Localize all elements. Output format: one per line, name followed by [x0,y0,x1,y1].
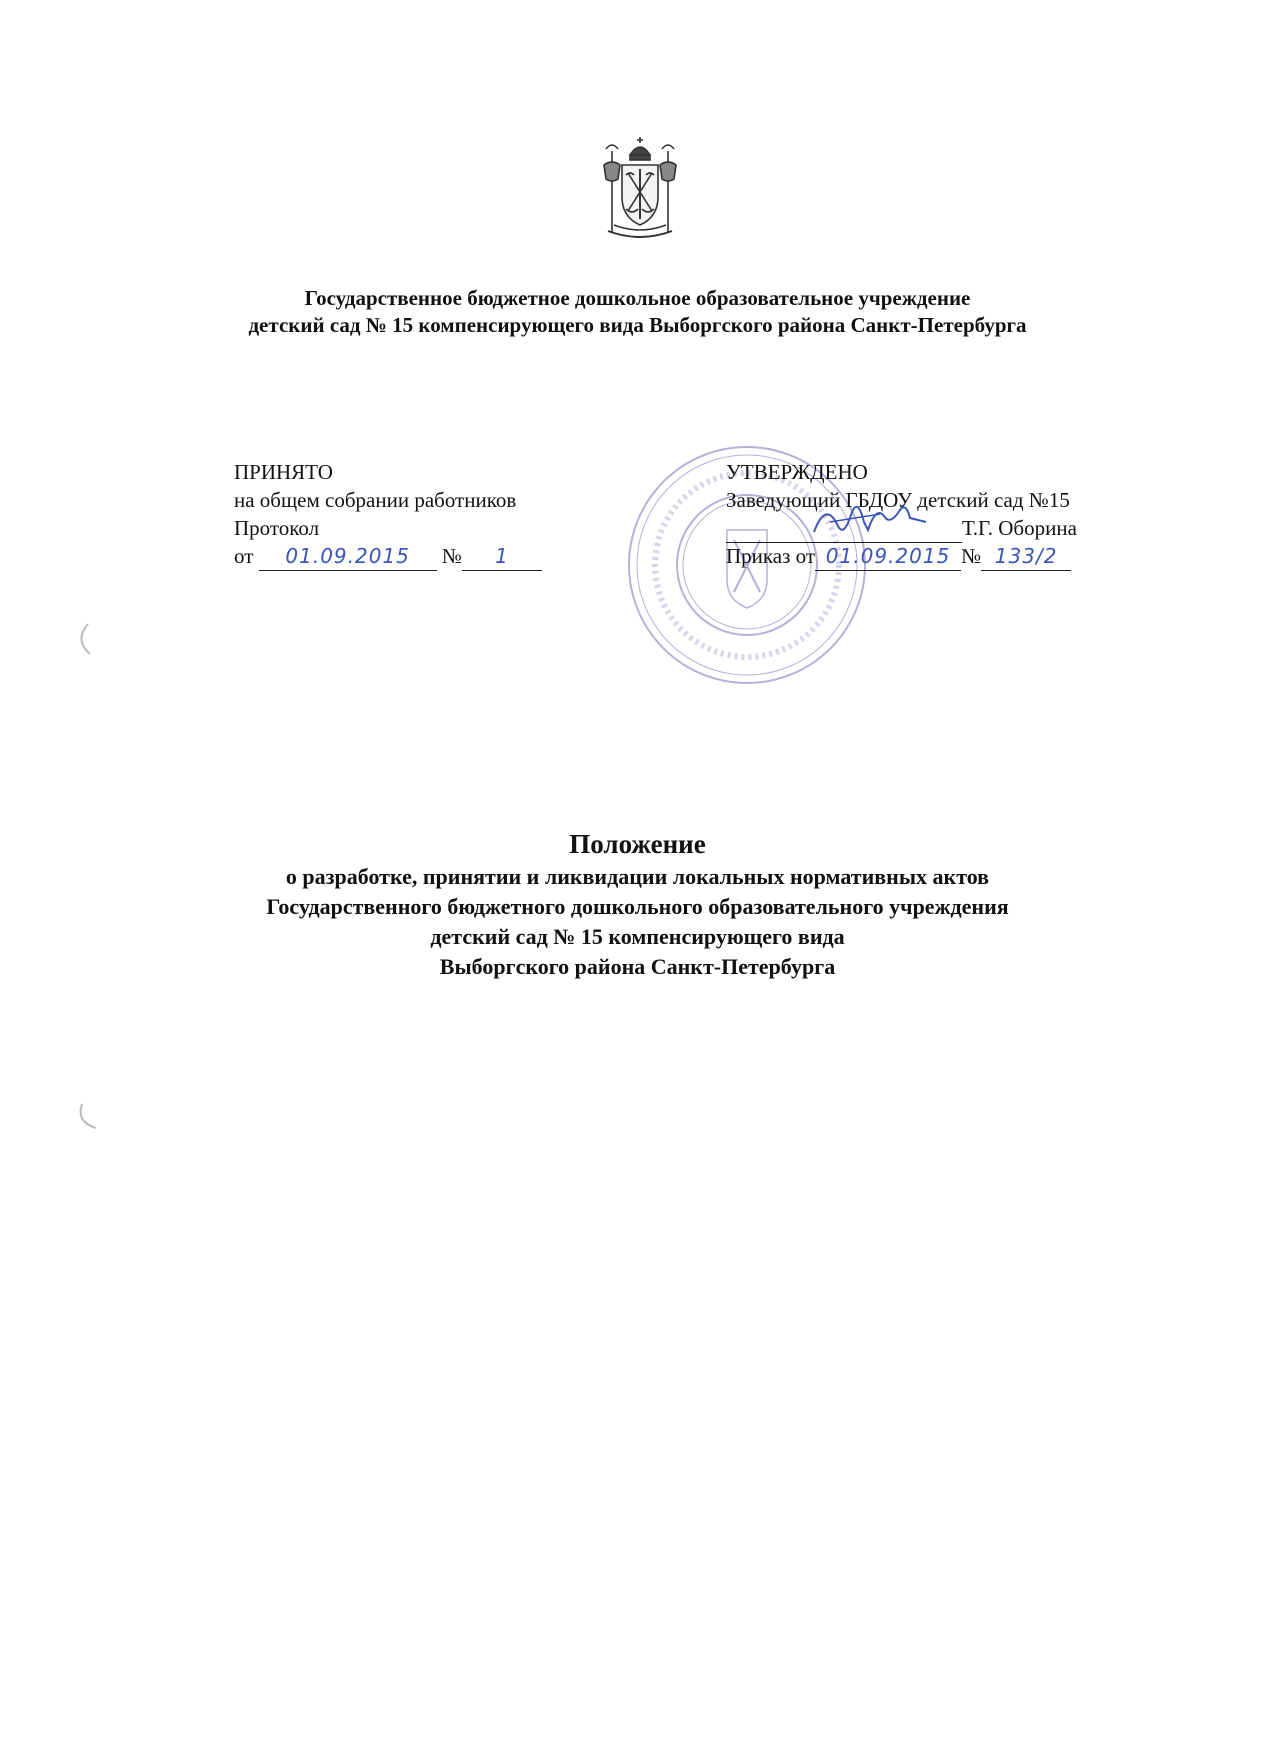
organization-name-line2: детский сад № 15 компенсирующего вида Выборгского района Санкт-Петербурга [248,313,1027,337]
coat-of-arms-icon [600,135,680,245]
signature-icon [810,492,930,542]
document-subtitle-line1: о разработке, принятии и ликвидации локальных нормативных актов [285,864,990,889]
scan-mark-icon [70,1100,110,1140]
approved-date-handwritten: 01.09.2015 [825,544,951,568]
document-subtitle-line2: Государственного бюджетного дошкольного образовательного учреждения [266,894,1009,919]
accepted-date-field [259,542,437,571]
document-title: Положение [569,829,706,859]
organization-name-line1: Государственное бюджетное дошкольное образовательное учреждение [304,286,971,310]
accepted-number-handwritten: 1 [495,544,509,568]
approved-signer-name: Т.Г. Оборина [962,516,1077,540]
document-title-block [0,826,1275,982]
approved-position: Заведующий ГБДОУ детский сад №15 [726,488,1070,512]
document-subtitle-line4: Выборгского района Санкт-Петербурга [439,954,836,979]
document-subtitle-line3: детский сад № 15 компенсирующего вида [430,924,845,949]
approved-heading: УТВЕРЖДЕНО [726,460,868,484]
accepted-date-line [234,542,542,570]
approved-number-label: № [961,544,982,568]
accepted-from-label: от [234,544,254,568]
accepted-protocol-label: Протокол [234,516,320,540]
approved-order-label: Приказ от [726,544,816,568]
accepted-date-handwritten: 01.09.2015 [285,544,410,568]
accepted-block [234,458,542,570]
approved-number-handwritten: 133/2 [994,544,1058,568]
scan-mark-icon [70,620,110,660]
accepted-number-field [462,542,542,571]
accepted-number-label: № [441,544,462,568]
accepted-meeting: на общем собрании работников [234,488,517,512]
accepted-heading: ПРИНЯТО [234,460,333,484]
organization-header [0,285,1275,339]
approved-date-field [815,542,961,571]
approved-order-line [726,542,1077,570]
approved-number-field [981,542,1071,571]
